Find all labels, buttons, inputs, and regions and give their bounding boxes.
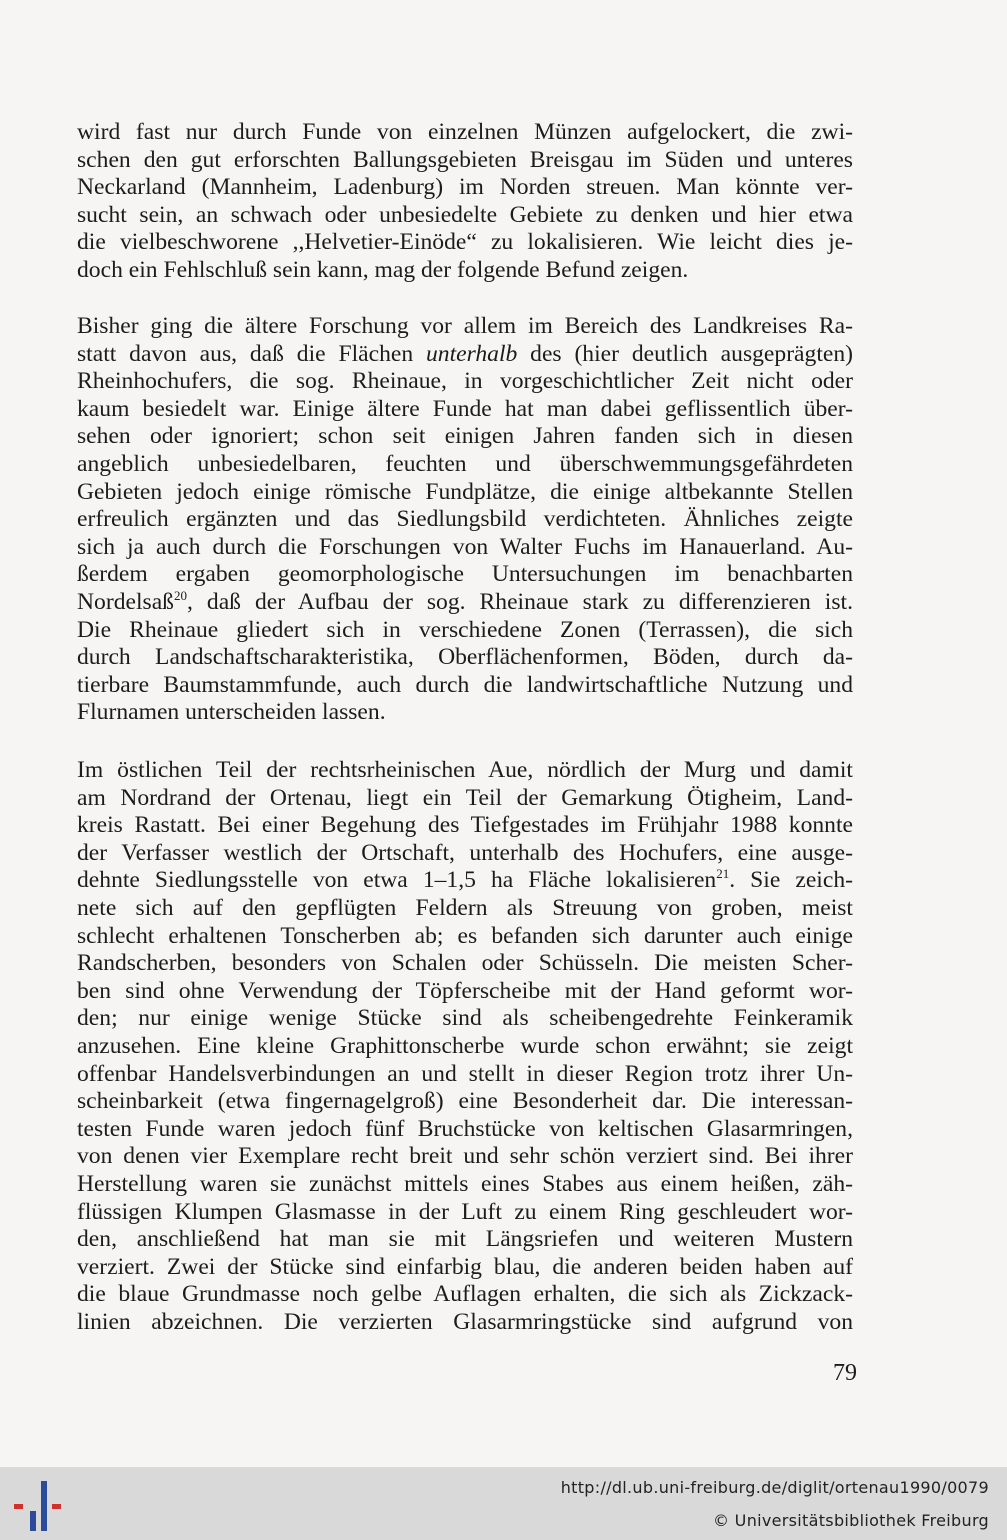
text-line: testen Funde waren jedoch fünf Bruchstücke von keltischen Glasarmringen, [77, 1115, 853, 1142]
text-line: Flurnamen unterscheiden lassen. [77, 699, 386, 726]
text-line: tierbare Baumstammfunde, auch durch die landwirtschaftliche Nutzung und [77, 671, 853, 698]
text-line: offenbar Handelsverbindungen an und stellt in dieser Region trotz ihrer Un- [77, 1060, 853, 1087]
text-line: schen den gut erforschten Ballungsgebieten Breisgau im Süden und unteres [77, 146, 853, 173]
text-line: der Verfasser westlich der Ortschaft, unterhalb des Hochufers, eine ausge- [77, 839, 853, 866]
text-line: am Nordrand der Ortenau, liegt ein Teil der Gemarkung Ötigheim, Land- [77, 784, 853, 811]
text-line: Im östlichen Teil der rechtsrheinischen Aue, nördlich der Murg und damit [77, 757, 853, 783]
text-line: sucht sein, an schwach oder unbesiedelte Gebiete zu denken und hier etwa [77, 201, 853, 228]
emphasized-word: unterhalb [425, 340, 518, 367]
text-segment: . Sie zeich- [729, 867, 853, 894]
text-line: Bisher ging die ältere Forschung vor allem im Bereich des Landkreises Ra- [77, 313, 853, 339]
text-line: kaum besiedelt war. Einige ältere Funde hat man dabei geflissentlich über- [77, 395, 853, 422]
footnote-ref: 21 [716, 866, 730, 882]
text-line: von denen vier Exemplare recht breit und sehr schön verziert sind. Bei ihrer [77, 1143, 853, 1170]
text-line: erfreulich ergänzten und das Siedlungsbild verdichteten. Ähnliches zeigte [77, 506, 853, 533]
text-line: ßerdem ergaben geomorphologische Untersuchungen im benachbarten [77, 561, 853, 588]
text-line: doch ein Fehlschluß sein kann, mag der folgende Befund zeigen. [77, 256, 689, 283]
text-line: nete sich auf den gepflügten Feldern als Streuung von groben, meist [77, 894, 853, 921]
text-line: kreis Rastatt. Bei einer Begehung des Tiefgestades im Frühjahr 1988 konnte [77, 812, 853, 839]
text-line: linien abzeichnen. Die verzierten Glasarmringstücke sind aufgrund von [77, 1308, 853, 1335]
text-line: Neckarland (Mannheim, Ladenburg) im Norden streuen. Man könnte ver- [77, 174, 853, 201]
ub-freiburg-logo-icon[interactable] [12, 1477, 64, 1533]
text-line: Herstellung waren sie zunächst mittels eines Stabes aus einem heißen, zäh- [77, 1170, 853, 1197]
copyright-text: © Universitätsbibliothek Freiburg [713, 1511, 989, 1530]
text-line [77, 341, 853, 369]
text-line: flüssigen Klumpen Glasmasse in der Luft zu einem Ring geschleudert wor- [77, 1198, 853, 1225]
text-line: Gebieten jedoch einige römische Fundplätze, die einige altbekannte Stellen [77, 478, 853, 505]
paragraph-2 [77, 313, 853, 727]
text-line: Randscherben, besonders von Schalen oder Schüsseln. Die meisten Scher- [77, 950, 853, 977]
text-line: den, anschließend hat man sie mit Längsriefen und weiteren Mustern [77, 1226, 853, 1253]
text-line: verziert. Zwei der Stücke sind einfarbig blau, die anderen beiden haben auf [77, 1253, 853, 1280]
footer-bar [0, 1467, 1007, 1540]
text-line: durch Landschaftscharakteristika, Oberflächenformen, Böden, durch da- [77, 644, 853, 671]
text-line: scheinbarkeit (etwa fingernagelgroß) eine Besonderheit dar. Die interessan- [77, 1088, 853, 1115]
text-line: sehen oder ignoriert; schon seit einigen Jahren fanden sich in diesen [77, 423, 853, 450]
text-line: wird fast nur durch Funde von einzelnen Münzen aufgelockert, die zwi- [77, 119, 853, 145]
text-line: die blaue Grundmasse noch gelbe Auflagen erhalten, die sich als Zickzack- [77, 1281, 853, 1308]
text-line: den; nur einige wenige Stücke sind als scheibengedrehte Feinkeramik [77, 1005, 853, 1032]
text-segment: Nordelsaß [77, 588, 174, 615]
text-line: Rheinhochufers, die sog. Rheinaue, in vorgeschichtlicher Zeit nicht oder [77, 368, 853, 395]
text-line: sich ja auch durch die Forschungen von Walter Fuchs im Hanauerland. Au- [77, 533, 853, 560]
paragraph-1 [77, 119, 853, 285]
paragraph-3 [77, 757, 853, 1336]
text-line: die vielbeschworene ,,Helvetier-Einöde“ zu lokalisieren. Wie leicht dies je- [77, 229, 853, 256]
text-line [77, 589, 853, 617]
page-number: 79 [833, 1360, 857, 1386]
text-line: angeblich unbesiedelbaren, feuchten und überschwemmungsgefährdeten [77, 450, 853, 477]
footnote-ref: 20 [173, 587, 187, 603]
text-segment: statt davon aus, daß die Flächen [77, 340, 426, 367]
text-segment: dehnte Siedlungsstelle von etwa 1–1,5 ha Fläche lokalisieren [77, 867, 717, 894]
text-line: anzusehen. Eine kleine Graphittonscherbe wurde schon erwähnt; sie zeigt [77, 1032, 853, 1059]
source-url-link[interactable]: http://dl.ub.uni-freiburg.de/diglit/ortenau1990/0079 [560, 1478, 989, 1497]
text-segment: des (hier deutlich ausgeprägten) [517, 340, 854, 367]
text-line: Die Rheinaue gliedert sich in verschiedene Zonen (Terrassen), die sich [77, 616, 853, 643]
text-line [77, 867, 853, 895]
text-line: schlecht erhaltenen Tonscherben ab; es befanden sich darunter auch einige [77, 922, 853, 949]
text-line: ben sind ohne Verwendung der Töpferscheibe mit der Hand geformt wor- [77, 977, 853, 1004]
text-segment: , daß der Aufbau der sog. Rheinaue stark zu differenzieren ist. [186, 588, 853, 615]
